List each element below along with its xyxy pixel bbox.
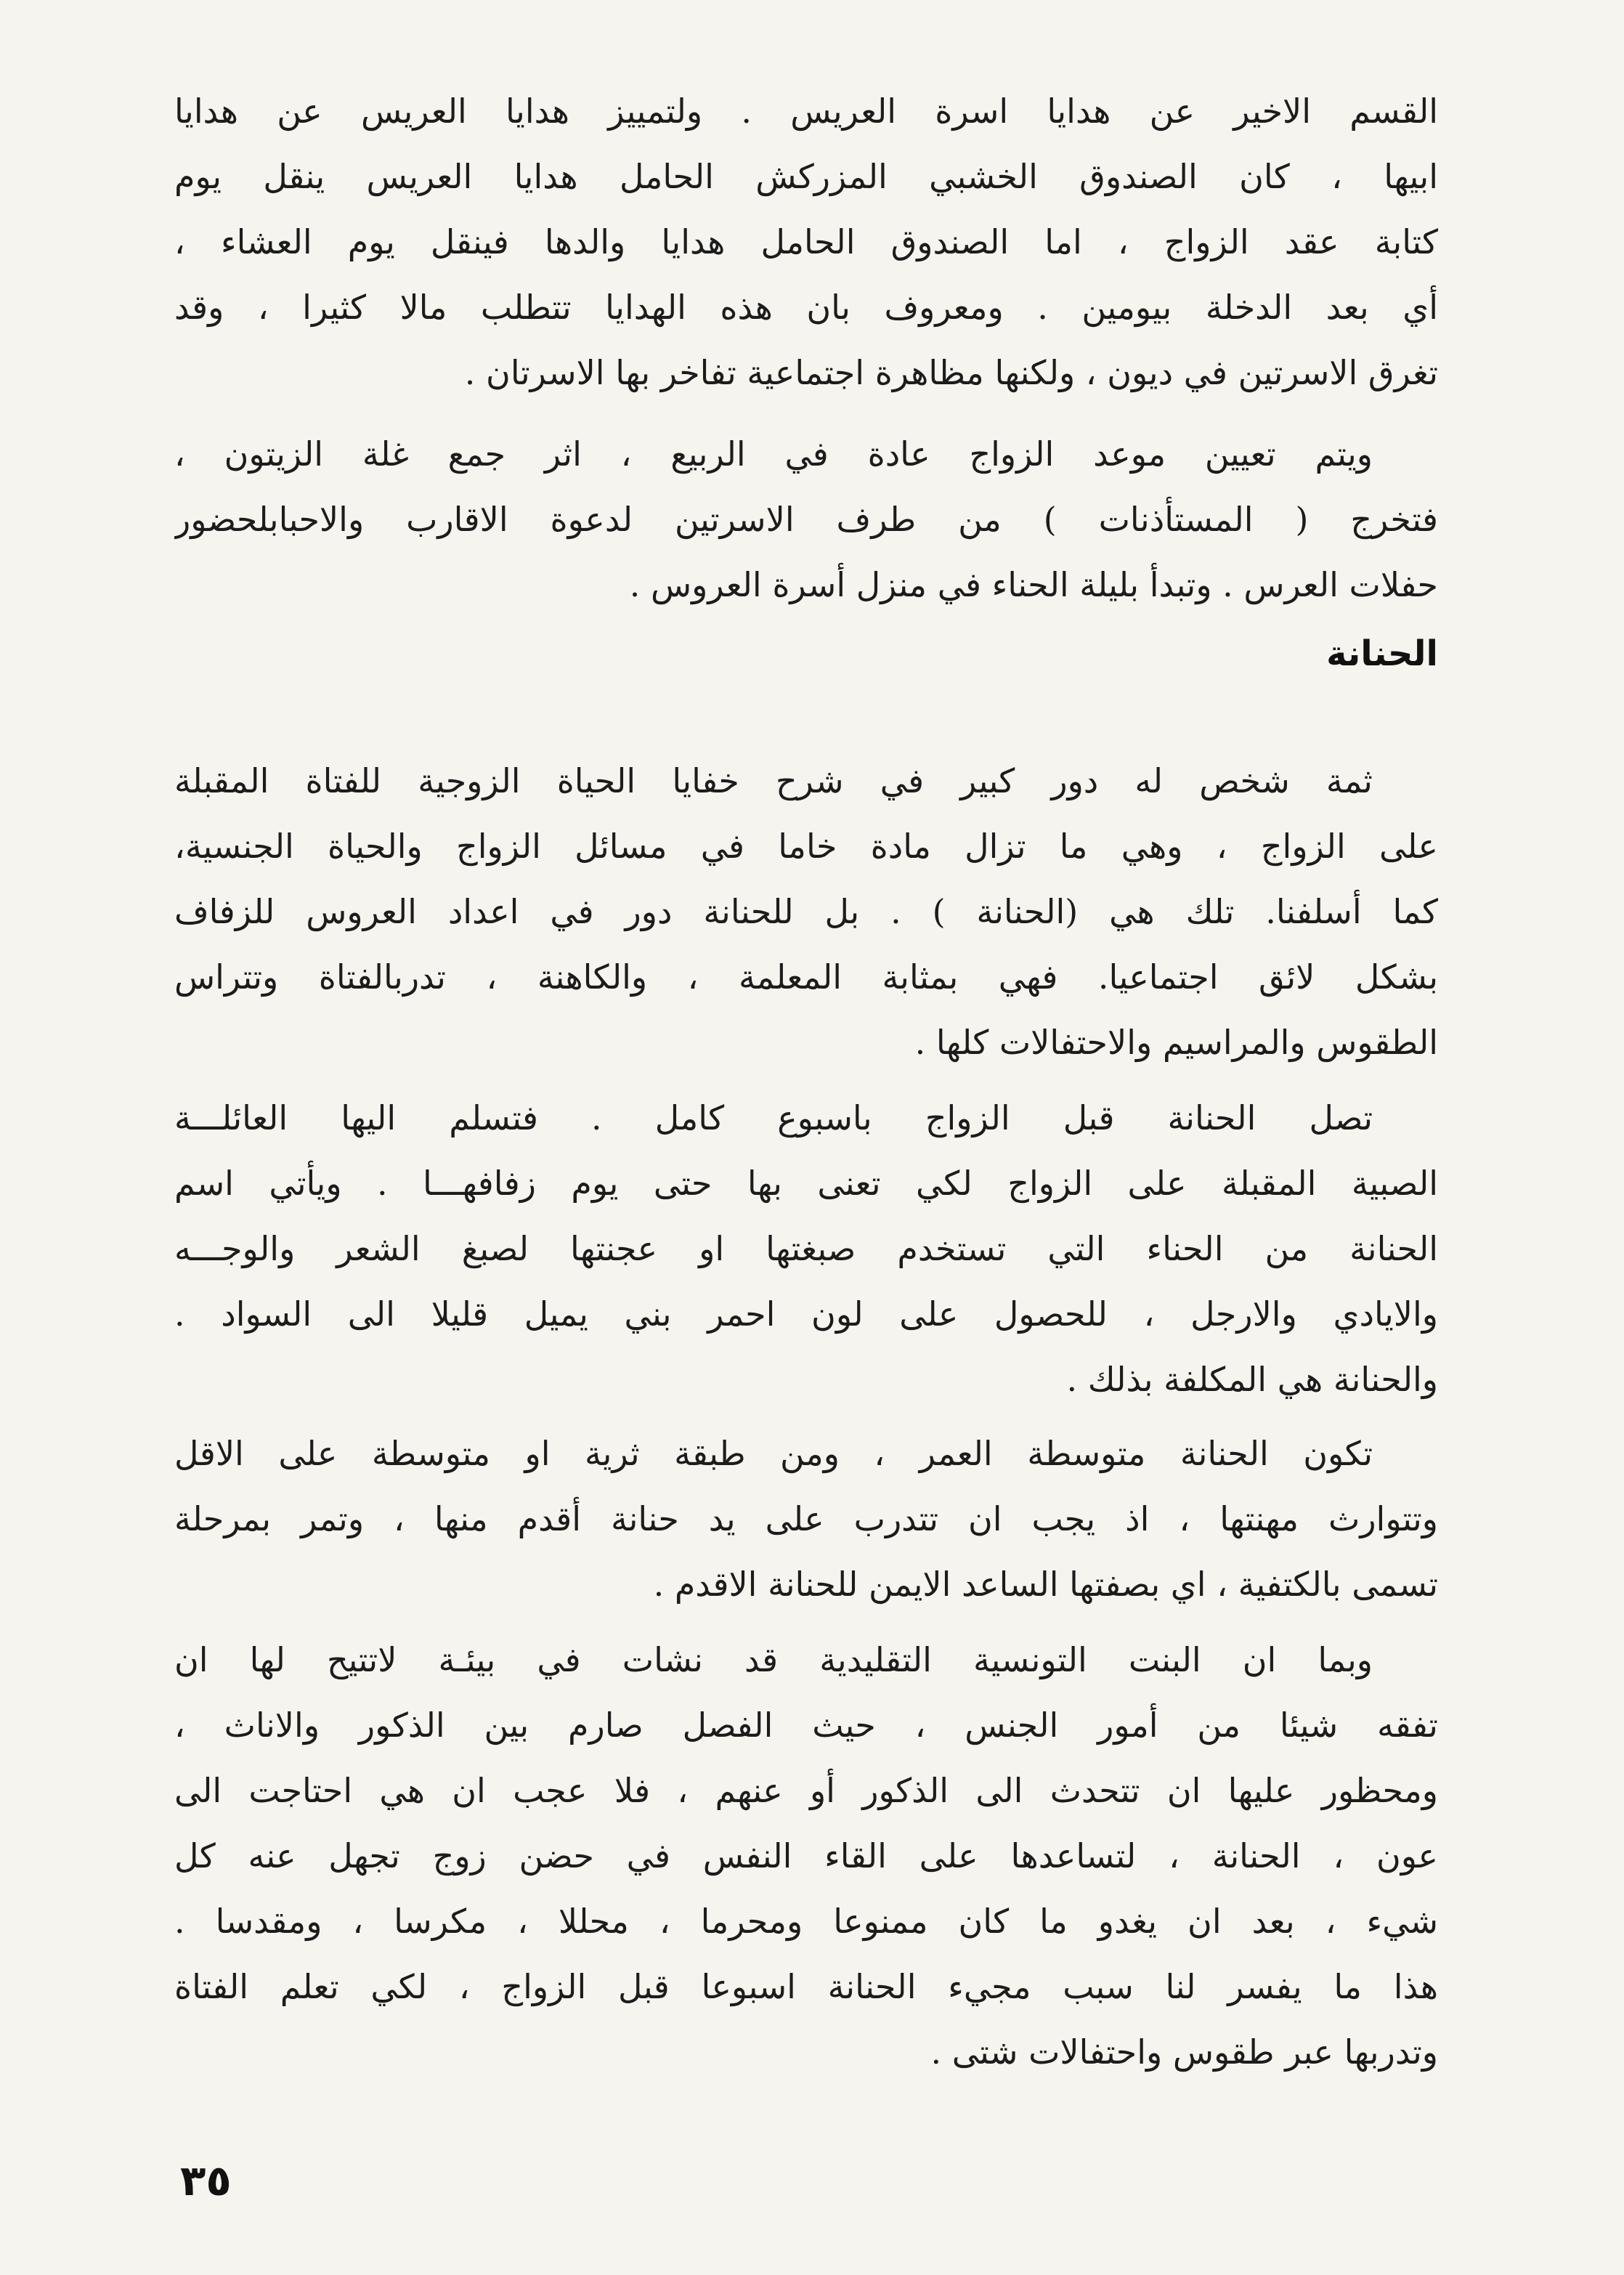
text-line: حفلات العرس . وتبدأ بليلة الحناء في منزل أسرة العروس . [629,565,1438,604]
text-line: وبما ان البنت التونسية التقليدية قد نشات في بيئـة لاتتيح لها ان [174,1640,1373,1679]
text-line: على الزواج ، وهي ما تزال مادة خاما في مسائل الزواج والحياة الجنسية، [174,827,1438,866]
text-line: وتدربها عبر طقوس واحتفالات شتى . [930,2032,1438,2072]
text-line: بشكل لائق اجتماعيا. فهي بمثابة المعلمة ، والكاهنة ، تدربالفتاة وتتراس [174,957,1438,997]
text-line: القسم الاخير عن هدايا اسرة العريس . ولتمييز هدايا العريس عن هدايا [174,92,1438,131]
text-line: تغرق الاسرتين في ديون ، ولكنها مظاهرة اجتماعية تفاخر بها الاسرتان . [464,353,1438,392]
section-heading: الحنانة [1326,633,1438,674]
text-line: وتتوارث مهنتها ، اذ يجب ان تتدرب على يد حنانة أقدم منها ، وتمر بمرحلة [174,1499,1438,1538]
text-line: عون ، الحنانة ، لتساعدها على القاء النفس في حضن زوج تجهل عنه كل [174,1836,1438,1875]
paragraph-tuma-shakhs [174,748,1438,1075]
text-line: تسمى بالكتفية ، اي بصفتها الساعد الايمن للحنانة الاقدم . [653,1565,1438,1604]
text-line: ومحظور عليها ان تتحدث الى الذكور أو عنهم ، فلا عجب ان هي احتاجت الى [174,1771,1438,1810]
page-number: ٣٥ [180,2156,232,2205]
text-line: الطقوس والمراسيم والاحتفالات كلها . [914,1023,1438,1062]
text-line: أي بعد الدخلة بيومين . ومعروف بان هذه الهدايا تتطلب مالا كثيرا ، وقد [174,288,1438,327]
text-line: تفقه شيئا من أمور الجنس ، حيث الفصل صارم بين الذكور والاناث ، [174,1706,1438,1745]
paragraph-hadaya [174,78,1438,405]
text-line: والايادي والارجل ، للحصول على لون احمر بني يميل قليلا الى السواد . [174,1294,1438,1334]
text-line: شيء ، بعد ان يغدو ما كان ممنوعا ومحرما ، محللا ، مكرسا ، ومقدسا . [174,1902,1438,1941]
text-line: كتابة عقد الزواج ، اما الصندوق الحامل هدايا والدها فينقل يوم العشاء ، [174,222,1438,261]
text-line: الصبية المقبلة على الزواج لكي تعنى بها حتى يوم زفافهـــا . ويأتي اسم [174,1164,1438,1203]
text-line: والحنانة هي المكلفة بذلك . [1066,1360,1438,1399]
text-line: تكون الحنانة متوسطة العمر ، ومن طبقة ثرية او متوسطة على الاقل [174,1434,1373,1473]
paragraph-maw3id [174,421,1438,617]
text-line: الحنانة من الحناء التي تستخدم صبغتها او عجنتها لصبغ الشعر والوجـــه [174,1229,1438,1268]
text-line: ويتم تعيين موعد الزواج عادة في الربيع ، اثر جمع غلة الزيتون ، [174,434,1373,474]
text-line: تصل الحنانة قبل الزواج باسبوع كامل . فتسلم اليها العائلـــة [174,1098,1373,1138]
text-line: ثمة شخص له دور كبير في شرح خفايا الحياة الزوجية للفتاة المقبلة [174,761,1373,800]
text-line: فتخرج ( المستأذنات ) من طرف الاسرتين لدعوة الاقارب والاحبابلحضور [174,500,1438,539]
text-line: كما أسلفنا. تلك هي (الحنانة ) . بل للحنانة دور في اعداد العروس للزفاف [174,892,1438,931]
text-line: هذا ما يفسر لنا سبب مجيء الحنانة اسبوعا قبل الزواج ، لكي تعلم الفتاة [174,1967,1438,2006]
paragraph-takun [174,1421,1438,1617]
paragraph-wabima [174,1627,1438,2085]
paragraph-tasil [174,1085,1438,1412]
text-line: ابيها ، كان الصندوق الخشبي المزركش الحامل هدايا العريس ينقل يوم [174,157,1438,196]
